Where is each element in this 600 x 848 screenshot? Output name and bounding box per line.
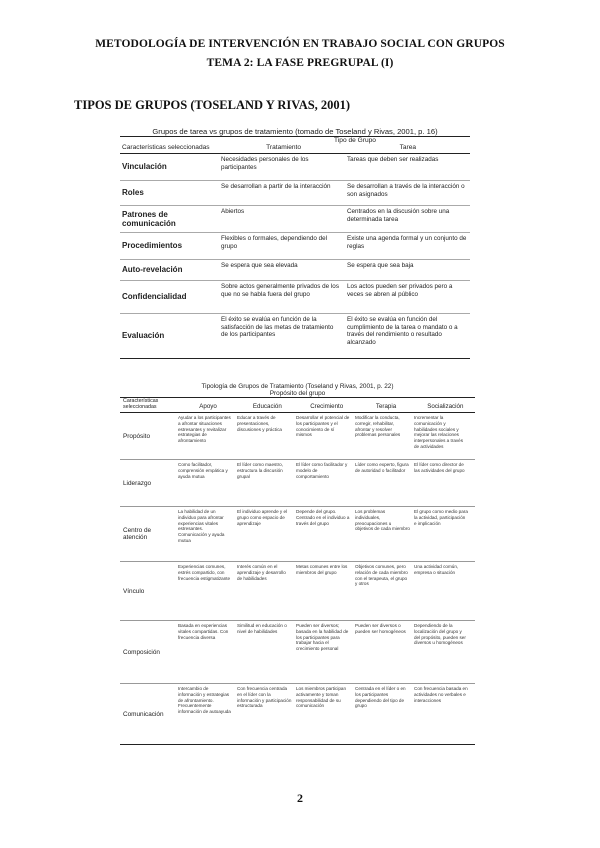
row-label: Vínculo (123, 587, 145, 595)
treatment-cell: Flexibles o formales, dependiendo del grupo (221, 235, 328, 250)
cell: Ayudar a los participantes a afrontar situaciones estresantes y revitalizar estrategias de afrontamiento (178, 415, 231, 444)
task-cell: Los actos pueden ser privados pero a veces se abren al público (347, 283, 453, 298)
cell: Metas comunes entre los miembros del grupo (296, 564, 348, 575)
cell: Centrada en el líder o en los participantes dependiendo del tipo de grupo (355, 686, 406, 709)
treatment-cell: El éxito se evalúa en función de la satisfacción de las metas de tratamiento de los participantes (221, 316, 334, 339)
table-row (120, 281, 470, 314)
cell: Los miembros participan activamente y toman responsabilidad de su comunicación (296, 686, 347, 709)
table1-group-header: Tipo de Grupo (334, 137, 376, 144)
task-cell: El éxito se evalúa en función del cumplimiento de la tarea o mandato o a través del rendimiento o resultado alcanzado (347, 316, 458, 346)
table2-col-label: Características seleccionadas (123, 398, 159, 410)
table1-col-treatment: Tratamiento (266, 144, 302, 151)
page-number: 2 (297, 791, 303, 805)
cell: El líder como director de las actividades del grupo (414, 462, 465, 473)
cell: Intercambio de información y estrategias de afrontamiento. Frecuentemente información de autoayuda (178, 686, 231, 715)
table1-column-headers (120, 144, 470, 153)
table-row (120, 206, 470, 233)
treatment-groups-typology-table (120, 383, 475, 745)
cell: Experiencias comunes, estrés compartido, con frecuencia estigmatizante (178, 564, 231, 581)
cell: El grupo como medio para la actividad, participación e implicación (414, 509, 468, 526)
task-cell: Existe una agenda formal y un conjunto de reglas (347, 235, 467, 250)
col-terapia: Terapia (375, 403, 397, 411)
row-label: Centro de atención (123, 527, 152, 542)
row-label: Roles (122, 188, 144, 198)
table2-column-headers (120, 398, 475, 412)
table2-group-header: Propósito del grupo (269, 390, 326, 398)
table-row (120, 621, 475, 684)
col-apoyo: Apoyo (199, 403, 217, 411)
treatment-cell: Abiertos (221, 208, 245, 215)
header-line-2: TEMA 2: LA FASE PREGRUPAL (I) (206, 57, 394, 69)
table1-caption: Grupos de tarea vs grupos de tratamiento (tomado de Toseland y Rivas, 2001, p. 16) (152, 127, 438, 136)
task-vs-treatment-table (120, 127, 470, 359)
task-cell: Se espera que sea baja (347, 262, 414, 269)
section-title: TIPOS DE GRUPOS (TOSELAND Y RIVAS, 2001) (74, 98, 351, 112)
treatment-cell: Necesidades personales de los participantes (221, 156, 309, 171)
cell: Dependiendo de la localización del grupo y del propósito, pueden ser diversos u homogéneos (414, 623, 466, 646)
cell: Una actividad común, empresa o situación (414, 564, 459, 575)
table-row (120, 684, 475, 745)
cell: Modificar la conducta, corregir, rehabilitar, afrontar y resolver problemas personales (355, 415, 401, 438)
row-label: Auto-revelación (122, 265, 183, 275)
table-row (120, 562, 475, 621)
table-row (120, 154, 470, 181)
row-label: Liderazgo (123, 479, 152, 487)
table2-caption: Tipología de Grupos de Tratamiento (Toseland y Rivas, 2001, p. 22) (201, 383, 394, 390)
row-label: Procedimientos (122, 241, 183, 251)
cell: Educar a través de presentaciones, discusiones y práctica (237, 415, 282, 432)
cell: La habilidad de un individuo para afrontar experiencias vitales estresantes. Comunicación y ayuda mutua (178, 509, 225, 543)
cell: Con frecuencia centrada en el líder con la información y participación estructurada (237, 686, 292, 709)
cell: Interés común en el aprendizaje y desarrollo de habilidades (237, 564, 286, 581)
cell: Líder como experto, figura de autoridad o facilitador (355, 462, 409, 473)
task-cell: Centrados en la discusión sobre una determinada tarea (347, 208, 450, 223)
treatment-cell: Se espera que sea elevada (221, 262, 298, 269)
task-cell: Se desarrollan a través de la interacción o son asignados (347, 183, 465, 198)
cell: Pueden ser diversos o pueden ser homogéneos (355, 623, 406, 634)
cell: El líder como maestro, estructura la discusión grupal (237, 462, 283, 479)
task-cell: Tareas que deben ser realizadas (347, 156, 439, 163)
table-row (120, 413, 475, 460)
cell: Depende del grupo. Centrado en el individuo a través del grupo (296, 509, 350, 526)
table-row (120, 507, 475, 562)
row-label: Vinculación (122, 162, 167, 172)
cell: Los problemas individuales, preocupaciones u objetivos de cada miembro (355, 509, 410, 532)
cell: Con frecuencia basada en actividades no verbales e interacciones (414, 686, 468, 703)
cell: Como facilitador, comprensión empática y ayuda mutua (178, 462, 228, 479)
cell: Desarrollar el potencial de los participantes y el conocimiento de sí mismos (296, 415, 350, 438)
table1-col-label: Características seleccionadas (122, 144, 210, 151)
col-socializacion: Socialización (427, 403, 464, 411)
cell: Pueden ser diversos; basada en la habilidad de los participantes para trabajar hacia el crecimiento personal (296, 623, 349, 652)
row-label: Evaluación (122, 331, 165, 341)
table-row (120, 460, 475, 507)
cell: El individuo aprende y el grupo como espacio de aprendizaje (237, 509, 288, 526)
cell: Incrementar la comunicación y habilidades sociales y mejorar las relaciones interpersonales a través de actividades (414, 415, 464, 449)
cell: El líder como facilitador y modelo de comportamiento (296, 462, 348, 479)
table-row (120, 314, 470, 359)
table-row (120, 181, 470, 206)
treatment-cell: Sobre actos generalmente privados de los que no se habla fuera del grupo (221, 283, 339, 298)
table-row (120, 260, 470, 281)
cell: Similitud en educación o nivel de habilidades (237, 623, 287, 634)
col-crecimiento: Crecimiento (310, 403, 344, 411)
row-label: Propósito (123, 432, 150, 440)
table1-col-task: Tarea (399, 144, 417, 151)
row-label: Comunicación (123, 710, 164, 718)
col-educacion: Educación (252, 403, 282, 411)
row-label: Composición (123, 648, 160, 656)
cell: Objetivos comunes, pero relación de cada miembro con el terapeuta, el grupo y otros (355, 564, 408, 587)
row-label: Confidencialidad (122, 292, 187, 302)
header-line-1: METODOLOGÍA DE INTERVENCIÓN EN TRABAJO SOCIAL CON GRUPOS (95, 38, 505, 50)
table-row (120, 233, 470, 260)
treatment-cell: Se desarrollan a partir de la interacción (221, 183, 331, 190)
cell: Basada en experiencias vitales compartidas. Con frecuencia diversa (178, 623, 229, 640)
row-label: Patrones de comunicación (122, 209, 176, 228)
